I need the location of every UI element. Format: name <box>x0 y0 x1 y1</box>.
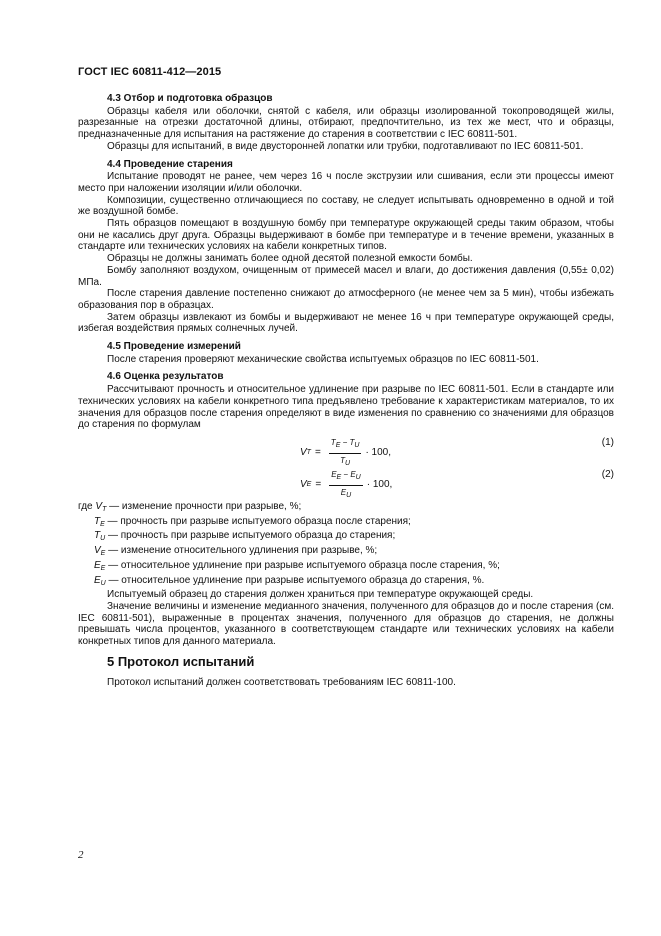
document-header: ГОСТ IEC 60811-412—2015 <box>78 66 222 78</box>
definition-item: $E_U$ — относительное удлинение при разрыве испытуемого образца до старения, %. <box>94 574 485 587</box>
document-body <box>78 93 614 689</box>
paragraph: Бомбу заполняют воздухом, очищенным от примесей масел и влаги, до достижения давления (0,55± 0,02) МПа. <box>78 264 614 288</box>
paragraph: Рассчитывают прочность и относительное удлинение при разрыве по IEC 60811-501. Если в стандарте или технических условиях на кабели конкретного типа предъявлено требование к характеристикам материалов, то их значения для образцов после старения определяют в виде изменения по сравнению со значениями для образцов до старения по формулам <box>78 384 614 431</box>
variable-definitions <box>78 501 614 589</box>
paragraph: Образцы кабеля или оболочки, снятой с кабеля, или образцы изолированной токопроводящей жилы, разрезанные на отрезки достаточной длины, отбирают, предпочтительно, из тех же мест, что и образцы, предназначенные для испытания на растяжение до старения в соответствии с IEC 60811-501. <box>78 105 614 141</box>
definition-item: $T_E$ — прочность при разрыве испытуемого образца после старения; <box>94 515 411 528</box>
formula-2: V E = $\frac{EE - EU}{EU}$ · 100, (2) <box>78 469 614 501</box>
paragraph: Композиции, существенно отличающиеся по составу, не следует испытывать одновременно в одной и той же воздушной бомбе. <box>78 194 614 218</box>
paragraph: Протокол испытаний должен соответствовать требованиям IEC 60811-100. <box>107 677 456 689</box>
paragraph: Образцы для испытаний, в виде двусторонней лопатки или трубки, подготавливают по IEC 60811-501. <box>107 140 584 152</box>
formula-fraction: $\frac{EE - EU}{EU}$ <box>331 469 361 499</box>
paragraph: После старения проверяют механические свойства испытуемых образцов по IEC 60811-501. <box>107 353 539 365</box>
paragraph: Затем образцы извлекают из бомбы и выдерживают не менее 16 ч при температуре окружающей среды, избегая воздействия прямых солнечных лучей. <box>78 311 614 335</box>
formula-lhs: V <box>300 447 307 459</box>
formula-lhs: V <box>300 479 307 491</box>
section-4-3-heading: 4.3 Отбор и подготовка образцов <box>107 93 273 104</box>
formula-number: (1) <box>601 436 614 448</box>
definition-item: $T_U$ — прочность при разрыве испытуемого образца до старения; <box>94 530 396 543</box>
formula-number: (2) <box>601 468 614 480</box>
paragraph: Испытание проводят не ранее, чем через 16 ч после экструзии или сшивания, если эти процессы имеют место при наложении изоляции и/или оболочки. <box>78 171 614 194</box>
formula-tail: · 100, <box>365 447 392 459</box>
definition-item: где $V_T$ — изменение прочности при разрыве, %; <box>78 500 302 513</box>
formula-tail: · 100, <box>366 479 393 491</box>
paragraph: Испытуемый образец до старения должен храниться при температуре окружающей среды. <box>107 589 534 601</box>
page-number: 2 <box>78 849 84 861</box>
definition-item: $V_E$ — изменение относительного удлинения при разрыве, %; <box>94 545 378 558</box>
section-4-5-heading: 4.5 Проведение измерений <box>107 341 241 353</box>
section-5-heading: 5 Протокол испытаний <box>107 653 255 669</box>
section-4-6-heading: 4.6 Оценка результатов <box>107 371 224 383</box>
formula-1: V T = $\frac{TE - TU}{TU}$ · 100, (1) <box>78 437 614 469</box>
paragraph: Значение величины и изменение медианного значения, полученного для образцов до и после старения (см. IEC 60811-501), выраженные в процентах значения, полученного для образцов до старения, не должны превышать числа процентов, указанного в соответствующем стандарте или технических условиях на кабели конкретных типов для данного материала. <box>78 600 614 648</box>
paragraph: Пять образцов помещают в воздушную бомбу при температуре окружающей среды таким образом, чтобы они не касались друг друга. Образцы выдерживают в бомбе при температуре и в течение времени, указанных в стандарте или технических условиях на кабели конкретных типов. <box>78 218 614 253</box>
formula-fraction: $\frac{TE - TU}{TU}$ <box>330 437 360 467</box>
paragraph: После старения давление постепенно снижают до атмосферного (не менее чем за 5 мин), чтобы избежать образования пор в образцах. <box>78 288 614 311</box>
definition-item: $E_E$ — относительное удлинение при разрыве испытуемого образца после старения, %; <box>94 559 500 572</box>
section-4-4-heading: 4.4 Проведение старения <box>107 158 233 170</box>
paragraph: Образцы не должны занимать более одной десятой полезной емкости бомбы. <box>107 253 473 265</box>
